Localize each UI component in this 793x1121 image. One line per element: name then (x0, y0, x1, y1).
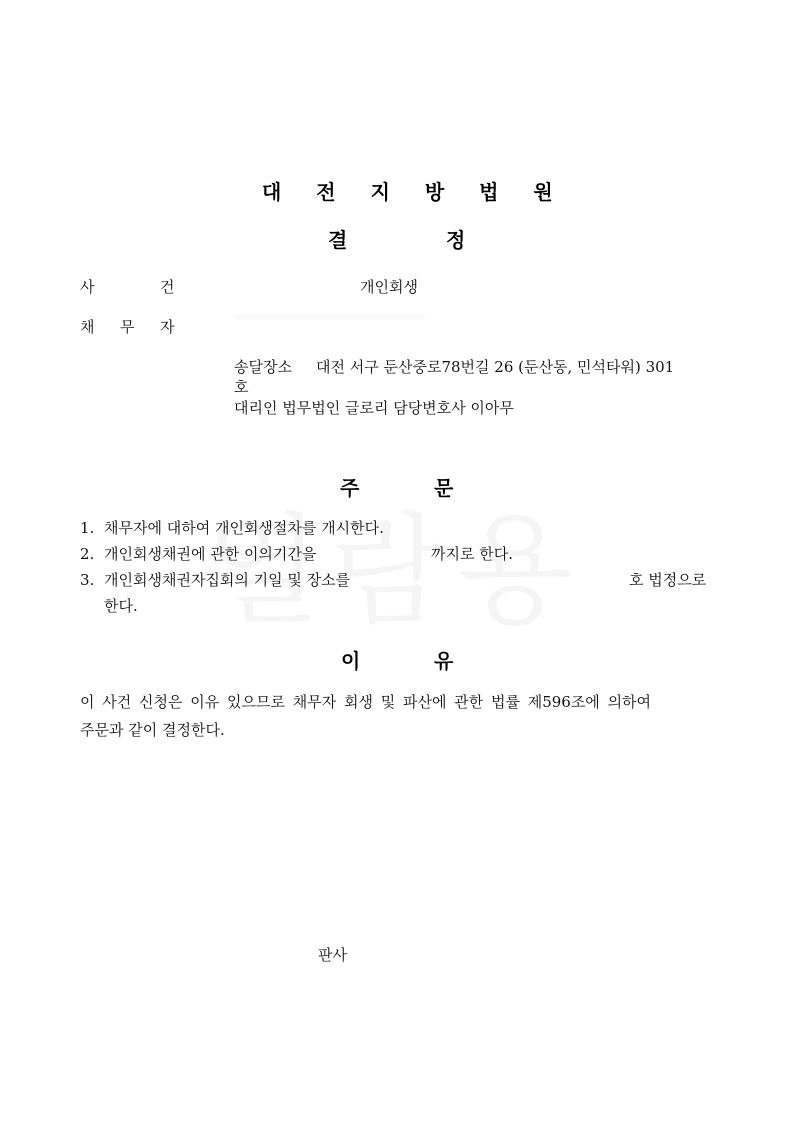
order-item-1-text: 채무자에 대하여 개인회생절차를 개시한다. (104, 519, 384, 537)
judge-label: 판사 (318, 946, 347, 964)
debtor-label-char-2: 무 (120, 318, 135, 336)
order-heading-right: 문 (434, 476, 454, 500)
doc-title-right: 정 (446, 228, 466, 252)
debtor-label-char-1: 채 (80, 318, 95, 336)
service-address-label: 송달장소 (234, 358, 292, 376)
order-item-3-num: 3. (80, 571, 95, 589)
order-item-2-num: 2. (80, 545, 95, 563)
service-address-line1: 대전 서구 둔산중로78번길 26 (둔산동, 민석타워) 301 (316, 358, 675, 376)
redacted-debtor-name (235, 314, 425, 320)
reason-heading-right: 유 (434, 649, 454, 673)
order-item-2-text-a: 개인회생채권에 관한 이의기간을 (104, 545, 317, 563)
order-item-3-text-b: 호 법정으로 (629, 571, 707, 589)
order-item-1-num: 1. (80, 519, 95, 537)
legal-agent: 대리인 법무법인 글로리 담당변호사 이아무 (234, 399, 514, 417)
reason-line-1: 이 사건 신청은 이유 있으므로 채무자 회생 및 파산에 관한 법률 제596조에 의하여 (80, 693, 652, 711)
order-heading-left: 주 (340, 476, 360, 500)
doc-title-left: 결 (328, 228, 348, 252)
court-title: 대 전 지 방 법 원 (262, 180, 553, 204)
order-item-2-text-b: 까지로 한다. (431, 545, 513, 563)
debtor-label-char-3: 자 (160, 318, 175, 336)
case-label-right: 건 (160, 278, 175, 296)
reason-heading-left: 이 (341, 649, 361, 673)
service-address-line2: 호 (234, 378, 249, 396)
reason-line-2: 주문과 같이 결정한다. (80, 721, 225, 739)
case-label-left: 사 (80, 278, 95, 296)
order-item-3-text-a: 개인회생채권자집회의 기일 및 장소를 (104, 571, 351, 589)
case-value: 개인회생 (360, 278, 418, 296)
order-item-3-text-c: 한다. (104, 597, 138, 615)
